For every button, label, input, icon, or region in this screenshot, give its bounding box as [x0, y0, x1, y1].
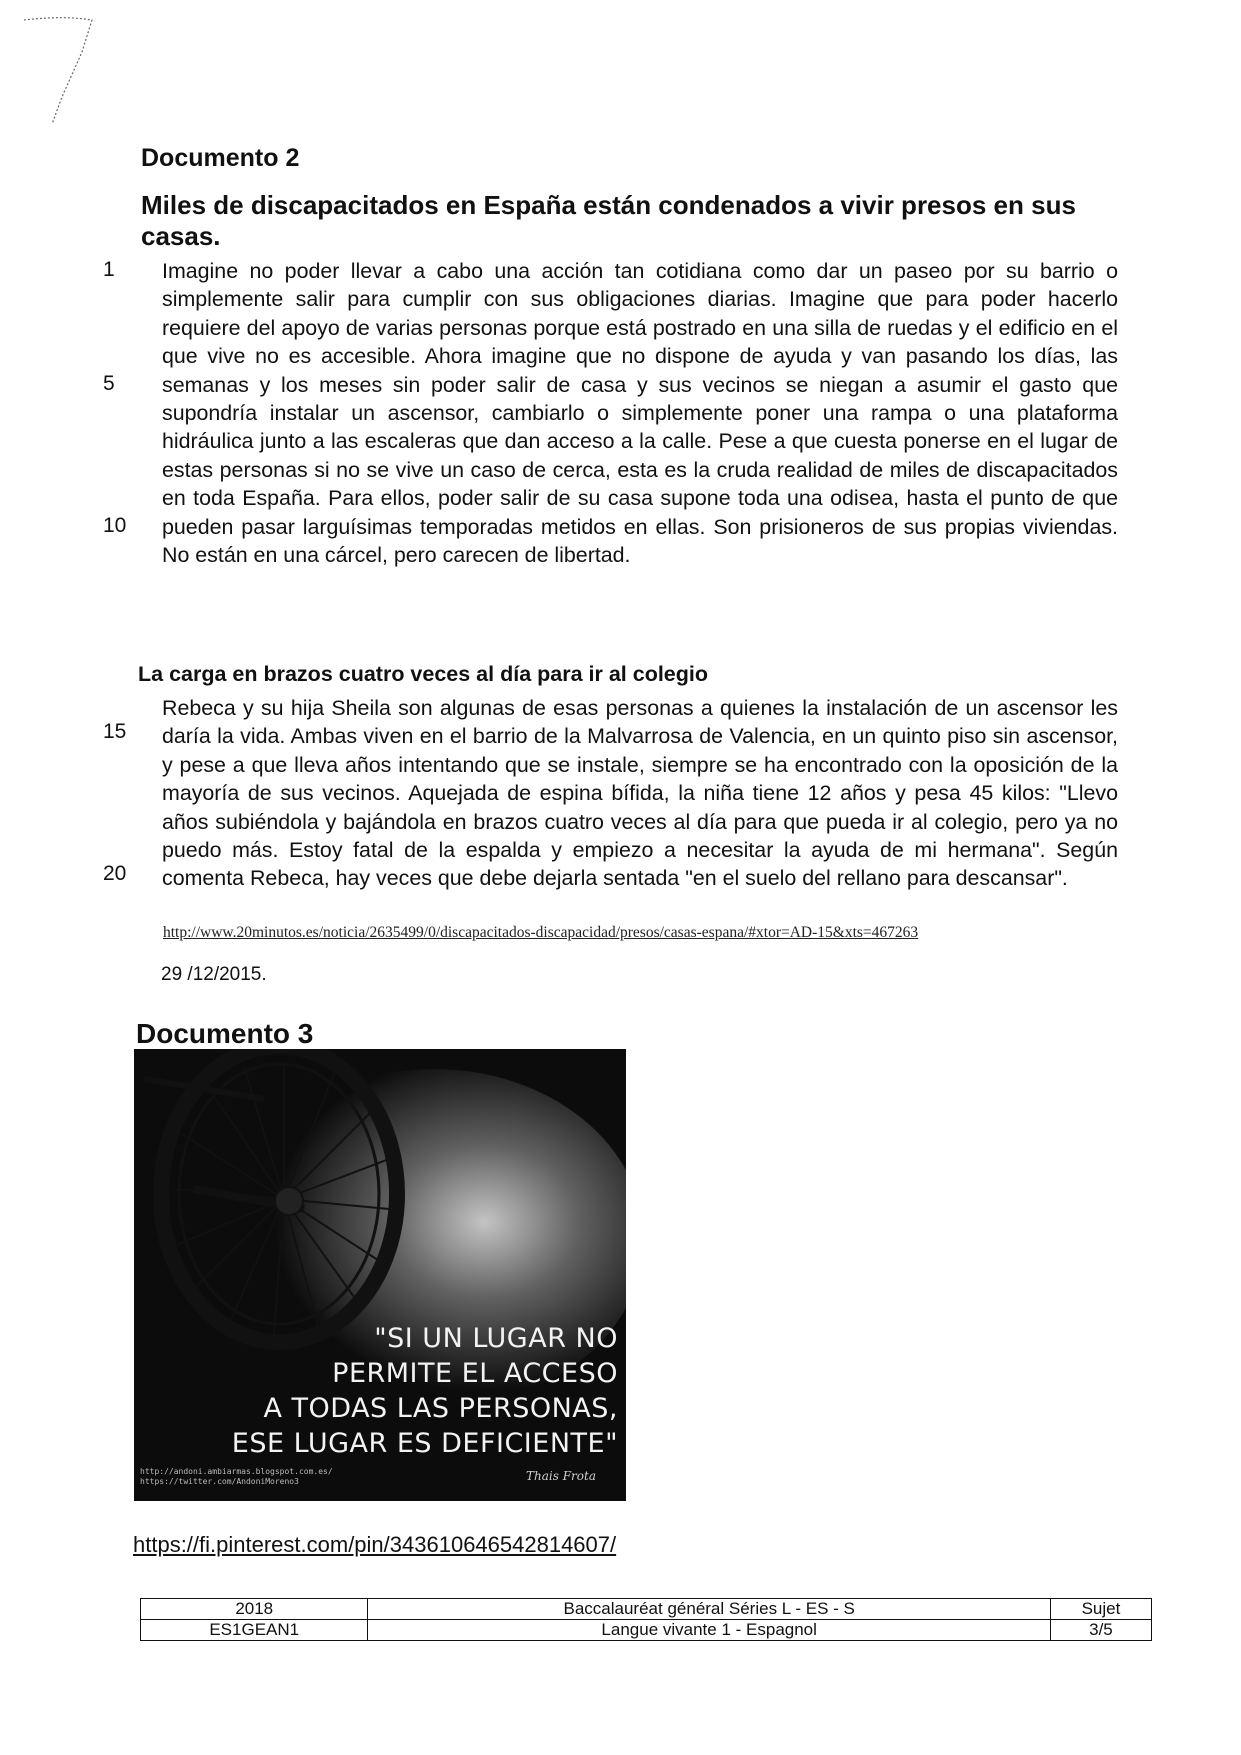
poster-quote-line: PERMITE EL ACCESO [332, 1358, 618, 1389]
footer-row [141, 1620, 1152, 1641]
poster-credit-line: https://twitter.com/AndoniMoreno3 [140, 1477, 299, 1486]
source-link[interactable]: http://www.20minutos.es/noticia/2635499/0/discapacitados-discapacidad/presos/casas-espana/#xtor=AD-15&xts=467263 [163, 924, 919, 941]
line-number: 5 [103, 372, 115, 395]
image-source-link[interactable]: https://fi.pinterest.com/pin/343610646542814607/ [133, 1532, 617, 1557]
line-number: 15 [103, 720, 127, 743]
exam-footer-table [140, 1598, 1152, 1641]
article-headline: Miles de discapacitados en España están condenados a vivir presos en sus casas. [141, 190, 1076, 251]
footer-subject-label: Sujet [1050, 1599, 1151, 1620]
line-number: 1 [103, 258, 115, 281]
footer-row [141, 1599, 1152, 1620]
poster-credit [140, 1467, 333, 1487]
wheelchair-poster-image [134, 1049, 626, 1501]
poster-quote-line: A TODAS LAS PERSONAS, [263, 1393, 618, 1424]
line-number: 20 [103, 862, 127, 885]
article-subheading: La carga en brazos cuatro veces al día para ir al colegio [138, 662, 708, 686]
article-paragraph-1: Imagine no poder llevar a cabo una acción tan cotidiana como dar un paseo por su barrio o simplemente salir para cumplir con sus obligaciones diarias. Imagine que para poder hacerlo requiere del apoyo de varias personas porque está postrado en una silla de ruedas y el edificio en el que vive no es accesible. Ahora imagine que no dispone de ayuda y van pasando los días, las semanas y los meses sin poder salir de casa y sus vecinos se niegan a asumir el gasto que supondría instalar un ascensor, cambiarlo o simplemente poner una rampa o una plataforma hidráulica junto a las escaleras que dan acceso a la calle. Pese a que cuesta ponerse en el lugar de estas personas si no se vive un caso de cerca, esta es la cruda realidad de miles de discapacitados en toda España. Para ellos, poder salir de su casa supone toda una odisea, hasta el punto de que pueden pasar larguísimas temporadas metidos en ellas. Son prisioneros de sus propias viviendas. No están en una cárcel, pero carecen de libertad. [162, 259, 1118, 568]
poster-credit-line: http://andoni.ambiarmas.blogspot.com.es/ [140, 1467, 333, 1476]
poster-signature: Thais Frota [526, 1469, 596, 1483]
document-3-heading: Documento 3 [136, 1018, 314, 1049]
footer-exam-title: Baccalauréat général Séries L - ES - S [368, 1599, 1050, 1620]
document-2-heading: Documento 2 [141, 144, 300, 172]
footer-page-number: 3/5 [1050, 1620, 1151, 1641]
footer-language: Langue vivante 1 - Espagnol [368, 1620, 1050, 1641]
article-paragraph-2: Rebeca y su hija Sheila son algunas de esas personas a quienes la instalación de un ascensor les daría la vida. Ambas viven en el barrio de la Malvarrosa de Valencia, en un quinto piso sin ascensor, y pese a que lleva años intentando que se instale, siempre se ha encontrado con la oposición de la mayoría de sus vecinos. Aquejada de espina bífida, la niña tiene 12 años y pesa 45 kilos: "Llevo años subiéndola y bajándola en brazos cuatro veces al día para que pueda ir al colegio, pero ya no puedo más. Estoy fatal de la espalda y empiezo a necesitar la ayuda de mi hermana". Según comenta Rebeca, hay veces que debe dejarla sentada "en el suelo del rellano para descansar". [162, 696, 1118, 891]
corner-pen-mark [22, 12, 102, 132]
poster-quote [148, 1321, 618, 1461]
footer-year: 2018 [141, 1599, 368, 1620]
footer-exam-code: ES1GEAN1 [141, 1620, 368, 1641]
poster-quote-line: ESE LUGAR ES DEFICIENTE" [231, 1428, 618, 1459]
poster-quote-line: "SI UN LUGAR NO [374, 1323, 618, 1354]
line-number: 10 [103, 514, 127, 537]
publication-date: 29 /12/2015. [161, 964, 267, 985]
